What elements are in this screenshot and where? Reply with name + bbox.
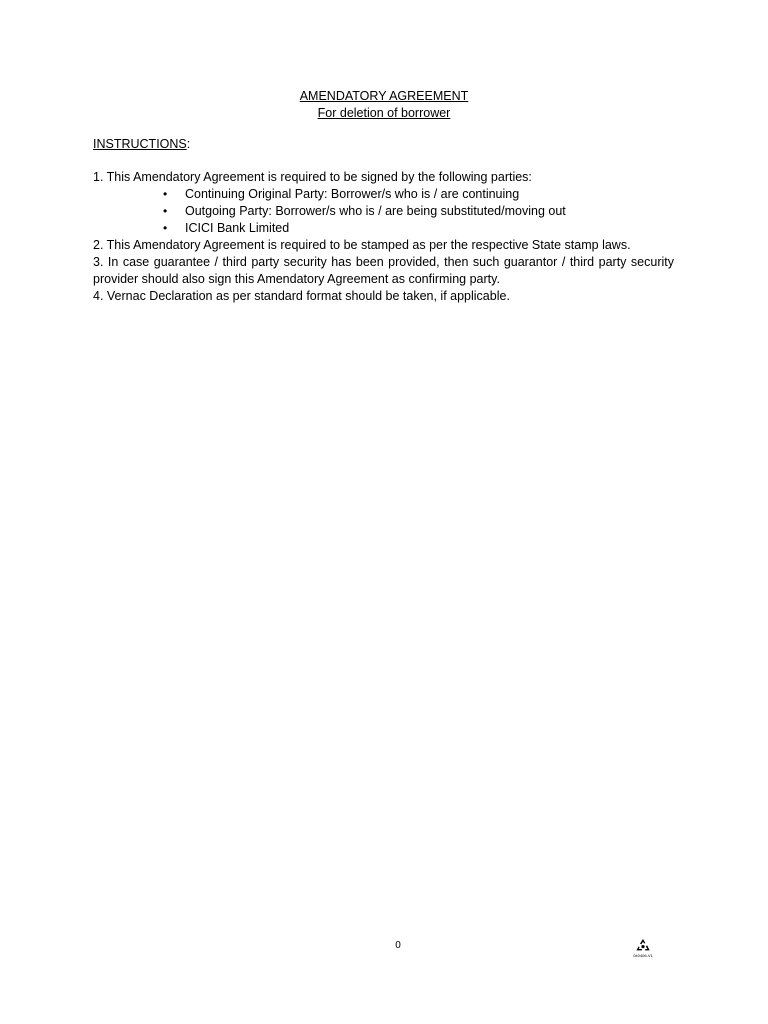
instruction-item-3: 3. In case guarantee / third party security has been provided, then such guarantor / third party security provider should also sign this Amendatory Agreement as confirming party.: [93, 255, 674, 286]
bullet-icon: •: [163, 204, 168, 218]
document-subtitle: For deletion of borrower: [317, 106, 451, 120]
bullet-text: Outgoing Party: Borrower/s who is / are being substituted/moving out: [185, 204, 566, 218]
bullet-text: ICICI Bank Limited: [185, 221, 290, 235]
recycle-icon: [635, 938, 651, 952]
list-item: [93, 186, 674, 203]
instruction-item-1: 1. This Amendatory Agreement is required to be signed by the following parties:: [93, 170, 532, 184]
instruction-item-2: 2. This Amendatory Agreement is required to be stamped as per the respective State stamp laws.: [93, 238, 631, 252]
instructions-colon: :: [186, 137, 191, 151]
form-code: 040406-V1: [633, 953, 653, 958]
bullet-icon: •: [163, 187, 168, 201]
bullet-text: Continuing Original Party: Borrower/s who is / are continuing: [185, 187, 520, 201]
document-title: AMENDATORY AGREEMENT: [299, 89, 469, 103]
instructions-section: [93, 136, 674, 305]
list-item: [93, 220, 674, 237]
instructions-heading: [93, 136, 674, 153]
title-block: [0, 88, 768, 122]
bullet-icon: •: [163, 221, 168, 235]
signing-parties-list: [93, 186, 674, 237]
instruction-item-4: 4. Vernac Declaration as per standard format should be taken, if applicable.: [93, 289, 510, 303]
list-item: [93, 203, 674, 220]
recycle-badge: [630, 938, 656, 958]
instructions-label: INSTRUCTIONS: [93, 137, 187, 151]
page-number: 0: [395, 940, 401, 951]
